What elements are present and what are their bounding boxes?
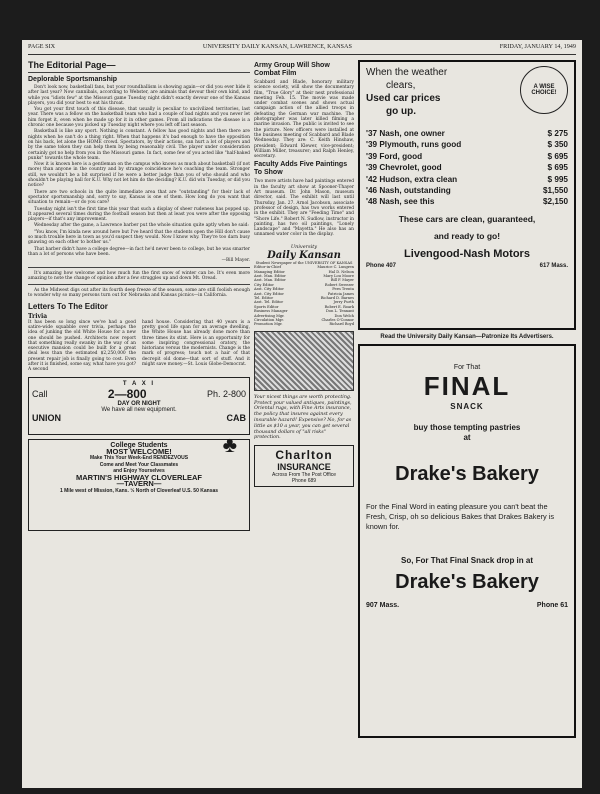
charlton-phone: Phone 689 [291,478,317,485]
staff-person: Don L. Tennant [326,309,354,314]
tavern-l1: College Students [110,441,168,449]
taxi-ad [28,377,250,435]
tavern-l5: and Enjoy Yourselves [113,468,165,475]
staff-person: Robert E. Roark [324,304,354,309]
tavern-ad [28,431,250,531]
staff-person: Hal D. Nelson [328,269,354,274]
car-price: $1,550 [542,186,568,196]
taxi-row [32,387,246,401]
drake-snack: SNACK [450,402,484,411]
masthead-title: Daily Kansan [267,249,341,261]
taxi-label: T A X I [122,380,156,387]
editorial-body [28,85,250,299]
letter-body [28,320,250,373]
charlton-address: Across From The Post Office [271,472,336,479]
staff-role: Asst. City Editor [254,287,284,292]
staff-role: Tel. Editor [254,295,274,300]
paragraph: Now it is known here is a gentleman on the campus who knows as much about basketball (if not more) than anyone in the country and by strange coincidence he's coaching the team. Stronger still, we wouldn't be a bit surprised if he were a better judge than you of who should and who shouldn't be playing ball for K.U. Why not let him do the deciding? K.U. did win Tuesday, or did you notice? [28,162,250,189]
letter-right: hand house. Considering that 40 years is a pretty good life span for an average dwelling, the White House has already done more than three times its stint. Here is an opportunity for some inspiring congressional oratory, the historians versus the modernists. Change is the mark of progress; touch not a hair of that decrepit old dome—that sort of stuff. And it might save money.—St. Louis Globe-Democrat. [142,319,250,368]
staff-person: Don Welch [334,313,354,318]
car-w2: clears, [386,80,416,91]
charlton-name: Charlton [275,448,333,463]
insurance-copy: Your nicest things are worth protecting. Protect your valued antiques, paintings, Oriental rugs, with Fine Arts insurance, the policy that insures against every insurable hazard! Expensive? No, for as little as $10 a year, you can get several thousand dollars of "all risks" protection. [254,394,352,441]
headline-combat-film: Army Group Will Show Combat Film [254,62,330,77]
car-listing [366,196,568,207]
divider [28,284,250,285]
staff-person: Maurice C. Lungren [317,265,354,270]
paragraph: Wednesday after the game, a Lawrence barber put the whole situation quite aptly when he said: [34,223,249,229]
editorial-section-title: The Editorial Page— [28,60,250,73]
masthead-university: University [290,243,318,250]
taxi-sub2: We have all new equipment. [101,406,177,413]
car-model: '46 Nash, outstanding [366,186,451,196]
wise-choice-badge: A WISE CHOICE! [520,66,568,114]
drake-name-2: Drake's Bakery [395,571,539,593]
car-listing [366,151,568,162]
staff-role: City Editor [254,282,274,287]
antiques-illustration [254,331,354,391]
car-clean1: These cars are clean, guaranteed, [398,213,536,224]
car-price: $2,150 [542,197,568,207]
article-paintings: Two more artists have had paintings entered in the faculty art show at Spooner-Thayer Art museum. Dr. John Mason, museum director, said. The exhibit will last until Thursday, Jan. 27. Arnol Jacobson, associate professor of design, has two works entered in the exhibit. They are "Feeding Time" and "Shore Life." Robert N. Sudlow, instructor in painting, has two oil paintings, "Lonely Landscape" and "Mayetta." He also has an unnamed water color in the display. [254,179,354,238]
letters-heading: Letters To The Editor [28,301,108,311]
staff-list [254,265,354,327]
page-header [28,43,576,55]
page-number: PAGE SIX [28,43,56,50]
car-listing [366,185,568,196]
taxi-phone: Ph. 2-800 [206,388,246,399]
paragraph: There are two schools in the quite immediate area that are "outstanding" for their lack of spectator sportsmanship and, sorry to say, Kansas is one of them. How long do you want that situation to remain—or do you care? [28,189,250,206]
staff-role: Asst. Tel. Editor [254,300,284,305]
car-price: $ 695 [547,163,568,173]
masthead-sub: Student Newspaper of the UNIVERSITY OF KANSAS [255,260,353,265]
masthead [254,244,354,265]
drake-footer [366,602,568,609]
staff-role: Managing Editor [254,269,285,274]
news-column [254,60,354,780]
car-ad [358,60,576,330]
charlton-ad [254,445,354,487]
car-model: '48 Nash, see this [366,197,435,207]
charlton-insurance: INSURANCE [277,462,331,473]
patronize-banner: Read the University Daily Kansan—Patronize Its Advertisers. [380,334,554,340]
staff-role: Advertising Mgr. [254,313,285,318]
issue-date: FRIDAY, JANUARY 14, 1949 [499,43,576,50]
car-listing [366,139,568,150]
staff-person: Fern Trenta [332,287,354,292]
tavern-l8: 1 Mile west of Mission, Kans. ½ North of Cloverleaf U.S. 50 Kansas [59,487,219,494]
dealer-name: Livengood-Nash Motors [404,247,530,260]
taxi-number: 2—800 [107,386,147,401]
car-model: '39 Chevrolet, good [366,163,442,173]
staff-role: Asst. Man. Editor [254,273,286,278]
headline-paintings: Faculty Adds Five Paintings To Show [254,161,348,177]
drake-address: 907 Mass. [366,602,400,609]
byline: —Bill Mayer. [221,258,250,264]
staff-role: Asst. City Editor [254,291,284,296]
drakes-bakery-ad [358,344,576,738]
dealer-phone: Phone 407 [366,262,397,269]
paragraph: As the Midwest digs out after its fourth deep freeze of the season, some are still foolish enough to wonder why so many persons turn out for Nebraska and Kansas picnics—in California. [28,288,250,299]
taxi-call: Call [32,388,48,399]
letter-left: It has been so long since we've had a good satire-wide squabble over trivia, perhaps the idea of junking the old White House for a new one should be pushed. Architects now report that something really swanky in the way of an executive mansion could be built for a great deal less than the estimated $2,250,000 the present repair job is finally going to cost. Even after it is finished, some say, what have you got? A second [28,319,136,373]
car-listing [366,128,568,139]
staff-person: Bill F. Mayer [330,278,354,283]
tavern-l6: MARTIN'S HIGHWAY CLOVERLEAF [76,472,202,482]
staff-role: Promotion Mgr. [254,322,283,327]
tavern-l2: MOST WELCOME! [106,447,172,457]
car-w3: Used car prices [366,93,441,104]
paragraph: Don't look now, basketball fans, but your roundballism is showing again—or did you ever hide it after last year? Now cannibals, according to Webster, are animals that devour their own kind, and while you "idiots few" at the Missouri game Tuesday night didn't exactly devour one of the Kansas players, you did your best to eat his throat. [28,85,250,106]
car-price: $ 275 [547,129,568,138]
paper-name: UNIVERSITY DAILY KANSAN, LAWRENCE, KANSAS [202,43,352,50]
staff-person: Richard Boyd [329,322,354,327]
paragraph: You got your first touch of this disease, that usually is peculiar to uncivilized territories, last year. There was a fellow on the basketball team who had a couple of bad nights and you never let him forget it, even when he made up for it in other games. From all indications the disease is a chronic one because you picked up Tuesday night where you left off last season. [28,107,250,129]
drake-buy: buy those tempting pastries [413,423,521,432]
staff-role: Sports Editor [254,304,279,309]
drake-at: at [463,433,471,442]
taxi-sub1: DAY OR NIGHT [117,400,161,407]
paragraph: It's amazing how welcome and how much fun the first snow of winter can be. It's even more amazing to note the change of opinion after a few struggles up and down Mt. Oread. [28,270,250,281]
staff-person: Charles O'Connor [321,318,354,322]
drake-phone: Phone 61 [536,602,568,609]
staff-role: Asst. Man. Editor [254,278,286,283]
drake-body: For the Final Word in eating pleasure you can't beat the Fresh, Crisp, oh so delicious Bakes that Drakes Bakery is known for. [366,502,555,531]
drake-name: Drake's Bakery [395,463,539,485]
car-list [366,128,568,208]
staff-role: Editor-in-Chief [254,265,281,270]
paragraph: That barber didn't have a college degree—in fact he'd never been to college, but he was smarter than a lot of persons who have been. [28,246,250,257]
staff-person: Robert Sweezer [324,282,354,287]
car-listing [366,162,568,173]
paragraph: Basketball is like any sport. Nothing is constant. A fellow has good nights and then there are nights when he can't do a thing right. When that happens it's bad enough to have the opposition on his back, let alone the HOME crowd. Spectators, by their actions, can hurt a lot of players and by the same token they can help them by being reasonably civil. The player under consideration certainly got no help from you in the Missouri game. In fact, some few of you acted like "half-baked punks" towards the whole team. [28,129,250,161]
drake-for-that: For That [453,364,481,371]
editorial-column [28,60,250,780]
car-listing [366,174,568,185]
staff-person: Jerry Furth [333,300,354,305]
tavern-l7: —TAVERN— [116,479,162,489]
car-model: '39 Ford, good [366,151,423,161]
car-model: '42 Hudson, extra clean [366,174,458,184]
ads-column [358,60,576,780]
taxi-left: UNION [32,412,61,423]
letter-title: Trivia [28,312,48,320]
dealer-footer [366,263,568,269]
staff-row [254,322,354,326]
car-price: $ 695 [547,151,568,161]
paragraph: "You know, I'm kinda new around here but I've heard that the students open the Hill don't cause so much trouble here in town as you'd suspect they would. Now I know why. They're too darn busy gnawing on each other to bother us." [28,229,250,246]
cloverleaf-icon: ♣ [222,431,237,457]
car-price: $ 995 [547,174,568,184]
article-combat-film: Scabbard and Blade, honorary military science society, will show the documentary film, "True Glory" at their next professional meeting Feb. 15. The movie was made under combat scenes and shows actual campaign action of the allied troops in defeating the German war machine. The photographer was later killed filming a marine invasion. The public is invited to see the picture. New officers were installed at the business meeting of Scabbard and Blade Wednesday. They are: C. Keith Hinshaw, president; Edward Klewer, vice-president; William Miller, treasurer; and Ralph Henley, secretary. [254,80,354,160]
staff-role: Circulation Mgr. [254,318,284,322]
drake-so: So, For That Final Snack drop in at [400,556,533,565]
paragraph: Tuesday night isn't the first time this year that such a display of sheer rudeness has popped up. It appeared several times during the football season but then at least you were after the opposing players—if that's any improvement. [28,206,250,223]
tavern-l4: Come and Meet Your Classmates [99,461,179,468]
staff-person: Mary Lou Moore [323,273,354,278]
staff-person: Patricia James [327,291,354,296]
staff-person: Richard D. Barnes [320,295,354,300]
taxi-right: CAB [226,412,246,423]
newspaper-page [22,40,582,788]
car-model: '39 Plymouth, runs good [366,140,462,150]
car-w4: go up. [386,106,416,117]
car-price: $ 350 [547,140,568,150]
car-model: '37 Nash, one owner [366,129,445,138]
drake-final: FINAL [423,371,511,401]
divider [28,267,250,268]
car-w1: When the weather [366,67,448,78]
taxi-footer [32,413,246,423]
dealer-address: 617 Mass. [539,262,568,269]
car-clean2: and ready to go! [433,230,501,241]
tavern-l3: Make This Your Week-End RENDEZVOUS [89,455,189,462]
staff-role: Business Manager [254,309,288,314]
editorial-headline: Deplorable Sportsmanship [28,76,118,83]
